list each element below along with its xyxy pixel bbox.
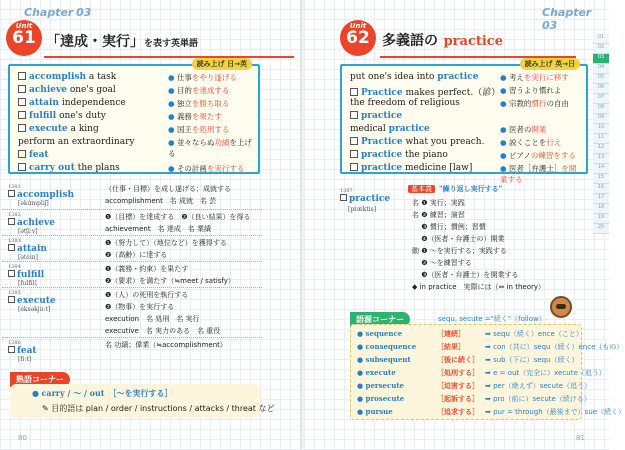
chapter-tab[interactable]: 04: [593, 64, 609, 74]
entry-pronunciation: [fulfíl]: [18, 280, 37, 287]
phrase-jp: [168, 85, 229, 96]
entry-word: attain: [17, 244, 47, 254]
phrase-headword: attain: [29, 98, 59, 108]
entry-definition: ❹（医者・弁護士の）開業: [412, 235, 505, 243]
entry-pronunciation: [fiːt]: [18, 356, 32, 363]
etymology-meaning: ［結果］: [437, 343, 465, 351]
chapter-tab[interactable]: 11: [593, 134, 609, 144]
phrase-jp-post: を上げる: [168, 138, 252, 158]
unit-title-left: 「達成・実行」を表す英単語: [46, 34, 199, 50]
phrase-jp-pre: 習うより慣れよ: [508, 86, 562, 95]
phrase-headword: practice: [361, 150, 403, 160]
etymology-subtitle: sequ, secute ="続く"（follow）: [438, 315, 546, 323]
unit-title-right: 多義語の practice: [382, 33, 503, 49]
etymology-row: [357, 407, 625, 420]
phrase-jp-highlight: を達成する: [191, 86, 230, 95]
checkbox-icon[interactable]: [18, 163, 26, 171]
title-underline-left: [44, 56, 294, 58]
phrase-jp-highlight: を処刑する: [191, 125, 230, 134]
phrase-en: [18, 124, 99, 134]
etymology-row: [357, 355, 578, 368]
phrase-en: [350, 137, 484, 147]
checkbox-icon[interactable]: [8, 244, 15, 251]
phrase-jp-highlight: の練習をする: [530, 151, 576, 160]
etymology-origin: ➡ e = out（完全に）xecute（追う）: [485, 369, 606, 377]
phrase-jp-pre: ピアノ: [508, 151, 531, 160]
chapter-tab[interactable]: 19: [593, 214, 609, 224]
chapter-label-left: Chapter 03: [24, 6, 92, 19]
entry-number: 1383: [8, 238, 21, 244]
chapter-tab[interactable]: 07: [593, 94, 609, 104]
phrase-headword: practice: [361, 111, 403, 121]
phrase-jp: [500, 137, 561, 148]
phrase-box-right: [340, 60, 588, 184]
checkbox-icon[interactable]: [350, 150, 358, 158]
entry-headword: [8, 238, 47, 254]
phrase-rest: perform an extraordinary: [18, 137, 135, 147]
phrase-en: [350, 111, 402, 121]
phrase-en: [350, 72, 478, 82]
etymology-word: ● persecute: [357, 381, 405, 390]
bullet-icon: ●: [500, 138, 509, 147]
chapter-tab[interactable]: 05: [593, 74, 609, 84]
entry-number: 1385: [8, 290, 21, 296]
entry-separator: [2, 209, 262, 210]
entry-definition: 名 功績；偉業（≒accomplishment）: [105, 341, 227, 349]
phrase-jp: [500, 72, 569, 83]
etymology-origin: ➡ pur = through（最後まで）sue（続く）: [485, 408, 625, 416]
phrase-jp-highlight: を開業する: [500, 164, 577, 184]
phrase-jp-highlight: を実行に移す: [523, 73, 569, 82]
etymology-origin: ➡ sub（下に）sequ（続く）: [485, 356, 579, 364]
entry-definition: accomplishment 名 成就 名 芸: [105, 197, 217, 205]
entry-number: 1381: [8, 184, 21, 190]
entry-definition: 名 ❷ 練習；演習: [412, 211, 465, 219]
bullet-icon: ●: [168, 112, 177, 121]
checkbox-icon[interactable]: [350, 163, 358, 171]
phrase-jp: [500, 124, 546, 135]
checkbox-icon[interactable]: [18, 85, 26, 93]
phrase-box-left: [8, 60, 260, 174]
entry-headword: [8, 290, 56, 306]
core-meaning: [408, 184, 502, 194]
phrase-jp-highlight: 慣行: [531, 99, 547, 108]
phrase-jp-pre: 医者の: [508, 125, 532, 134]
etymology-corner-title: 語源コーナー: [350, 312, 410, 327]
phrase-rest: makes perfect.（諺）: [402, 88, 501, 98]
entry-definition: ❸ 慣行；慣例；習慣: [412, 223, 486, 231]
bullet-icon: ●: [500, 99, 509, 108]
etymology-box: [350, 324, 625, 420]
phrase-jp-pre: 並々ならぬ: [176, 138, 215, 147]
phrase-rest: medical: [350, 124, 389, 134]
bullet-icon: ●: [168, 86, 177, 95]
entries-left: [2, 184, 302, 384]
etymology-row: [357, 329, 583, 342]
phrase-row: [18, 163, 254, 179]
core-text: "繰り返し実行する": [439, 184, 503, 193]
phrase-en: [18, 72, 116, 82]
etymology-word: ● consequence: [357, 342, 417, 351]
etymology-word: ● prosecute: [357, 394, 405, 403]
bullet-icon: ●: [168, 99, 177, 108]
phrase-headword-tail: practice: [388, 124, 430, 134]
phrase-en: [18, 98, 126, 108]
read-aloud-tag-left: 読み上げ 日→英: [192, 58, 252, 70]
entry-definition: executive 名 実力のある 名 重役: [105, 327, 221, 335]
entry-separator: [2, 337, 262, 338]
phrase-row: [350, 163, 582, 184]
etymology-meaning: ［連続］: [437, 330, 465, 338]
phrase-en: [350, 88, 500, 98]
entry-definition: execution 名 処刑 名 実行: [105, 315, 200, 323]
entry-pronunciation: [prǽktis]: [348, 206, 377, 213]
page-number-right: 81: [576, 434, 585, 442]
entry-number: 1387: [340, 188, 353, 194]
phrase-jp-highlight: 功績: [214, 138, 230, 147]
entry-definition: ❸（医者・弁護士）を開業する: [412, 271, 519, 279]
entry-pronunciation: [ətʃíːv]: [18, 228, 38, 235]
phrase-rest: put one's idea into: [350, 72, 438, 82]
phrase-jp: [500, 163, 582, 185]
phrase-rest: the freedom of religious: [350, 98, 460, 108]
entry-definition: ❷（高齢）に達する: [105, 251, 168, 259]
entry-definition: ◆ in practice 実際には（⇔ in theory）: [412, 283, 546, 291]
entry-definition: ❷（物事）を実行する: [105, 303, 175, 311]
idiom-note: ✎ 目的語は plan / order / instructions / attacks / threat など: [42, 404, 275, 413]
page-number-left: 80: [18, 434, 27, 442]
etymology-word: ● execute: [357, 368, 396, 377]
phrase-headword-tail: practice: [437, 72, 479, 82]
etymology-origin: ➡ per（絶えず）secute（追う）: [485, 382, 592, 390]
phrase-jp: [168, 163, 244, 174]
checkbox-icon[interactable]: [18, 150, 26, 158]
phrase-jp: [500, 150, 576, 161]
chapter-tab[interactable]: 14: [593, 164, 609, 174]
phrase-headword: execute: [29, 124, 68, 134]
checkbox-icon[interactable]: [18, 98, 26, 106]
entry-pronunciation: [ətéin]: [18, 254, 38, 261]
chapter-tab[interactable]: 02: [593, 44, 609, 54]
checkbox-icon[interactable]: [18, 111, 26, 119]
phrase-headword: Practice: [361, 137, 403, 147]
etymology-origin: ➡ sequ（続く）ence（こと）: [485, 330, 583, 338]
etymology-meaning: ［追求する］: [437, 408, 479, 416]
phrase-jp: [500, 98, 569, 109]
phrase-jp-pre: 説くことを: [508, 138, 547, 147]
chapter-tab[interactable]: 06: [593, 84, 609, 94]
phrase-headword: carry out: [29, 163, 75, 173]
bullet-icon: ●: [500, 151, 509, 160]
pencil-icon: ✎: [42, 404, 49, 413]
idiom-corner-title: 熟語コーナー: [10, 372, 70, 387]
entry-word: fulfill: [17, 270, 45, 280]
chapter-tabs: [593, 34, 609, 234]
phrase-rest: a king: [67, 124, 99, 134]
checkbox-icon[interactable]: [18, 72, 26, 80]
phrase-en: [350, 163, 472, 173]
entry-headword: [8, 264, 44, 280]
chapter-tab[interactable]: 09: [593, 114, 609, 124]
entry-separator: [2, 287, 262, 288]
entry-definition: ❶（人）の死刑を執行する: [105, 291, 189, 299]
chapter-tab[interactable]: 18: [593, 204, 609, 214]
entry-definition: ❶（目標）を達成する ❷（良い結果）を得る: [105, 213, 251, 221]
phrase-jp-pre: 目的: [176, 86, 192, 95]
entry-definition: achievement 名 達成 名 業績: [105, 225, 212, 233]
checkbox-icon[interactable]: [18, 124, 26, 132]
entry-pronunciation: [éksəkjùːt]: [18, 306, 51, 313]
entry-headword: [340, 188, 390, 204]
idiom-corner-box: [10, 384, 275, 418]
phrase-en: [18, 163, 120, 173]
entry-definition: ❶（義務・約束）を果たす: [105, 265, 189, 273]
phrase-rest: independence: [58, 98, 126, 108]
phrase-headword: practice: [361, 163, 403, 173]
entry-headword: [8, 340, 37, 356]
raccoon-mascot-icon: [550, 296, 572, 318]
entry-word: practice: [349, 194, 391, 204]
phrase-headword: feat: [29, 150, 49, 160]
checkbox-icon[interactable]: [8, 346, 15, 353]
phrase-headword: Practice: [361, 88, 403, 98]
etymology-word: ● subsequent: [357, 355, 411, 364]
phrase-jp: [500, 85, 561, 96]
phrase-rest: the plans: [74, 163, 120, 173]
phrase-jp-pre: 医者［弁護士］: [508, 164, 562, 173]
phrase-en: [350, 98, 460, 108]
phrase-jp: [168, 124, 229, 135]
phrase-jp: [168, 98, 229, 109]
entry-headword: [8, 184, 74, 200]
phrase-rest: a task: [86, 72, 117, 82]
phrase-en: [18, 137, 134, 147]
phrase-jp-pre: 考え: [508, 73, 524, 82]
phrase-rest: medicine [law]: [402, 163, 473, 173]
entry-word: achieve: [17, 218, 55, 228]
etymology-meaning: ［処刑する］: [437, 369, 479, 377]
phrase-en: [18, 150, 49, 160]
etymology-row: [357, 381, 591, 394]
entry-word: execute: [17, 296, 56, 306]
phrase-jp: [168, 111, 222, 122]
entry-definition: （仕事・目標）を成し遂げる；成就する: [105, 185, 231, 193]
entry-definition: ❶（努力して）（地位など）を獲得する: [105, 239, 227, 247]
phrase-jp-highlight: を勝ち取る: [191, 99, 230, 108]
etymology-word: ● pursue: [357, 407, 393, 416]
bullet-icon: ●: [500, 164, 509, 173]
bullet-icon: ●: [500, 73, 509, 82]
chapter-tab[interactable]: 17: [593, 194, 609, 204]
entry-definition: 名 ❶ 実行；実践: [412, 199, 465, 207]
chapter-tab[interactable]: 20: [593, 224, 609, 234]
entry-word: accomplish: [17, 190, 75, 200]
etymology-meaning: ［迫害する］: [437, 382, 479, 390]
unit-badge-left: Unit 61: [6, 20, 42, 56]
chapter-label-right: Chapter 03: [542, 6, 592, 32]
read-aloud-tag-right: 読み上げ 英→日: [520, 58, 580, 70]
idiom-phrase: ● carry / ～ / out ［～を実行する］: [32, 388, 173, 398]
etymology-origin: ➡ pro（前に）secute（続ける）: [485, 395, 591, 403]
checkbox-icon[interactable]: [8, 296, 15, 303]
core-label: 基本義: [408, 185, 435, 193]
checkbox-icon[interactable]: [350, 111, 358, 119]
etymology-row: [357, 368, 606, 381]
chapter-tab[interactable]: 12: [593, 144, 609, 154]
entry-number: 1384: [8, 264, 21, 270]
etymology-word: ● sequence: [357, 329, 403, 338]
bullet-icon: ●: [500, 125, 509, 134]
checkbox-icon[interactable]: [350, 88, 358, 96]
entry-number: 1382: [8, 212, 21, 218]
bullet-icon: ●: [168, 164, 177, 173]
entry-separator: [2, 261, 262, 262]
phrase-jp-pre: 義務: [176, 112, 192, 121]
checkbox-icon[interactable]: [8, 218, 15, 225]
phrase-jp-highlight: をやり遂げる: [191, 73, 237, 82]
chapter-tab[interactable]: 08: [593, 104, 609, 114]
etymology-meaning: ［起訴する］: [437, 395, 479, 403]
checkbox-icon[interactable]: [8, 270, 15, 277]
phrase-jp: [168, 72, 237, 83]
left-page: [0, 0, 302, 450]
phrase-jp-pre: 宗教的: [508, 99, 532, 108]
checkbox-icon[interactable]: [350, 137, 358, 145]
bullet-icon: ●: [168, 125, 177, 134]
phrase-jp-pre: 仕事: [176, 73, 192, 82]
chapter-tab[interactable]: 15: [593, 174, 609, 184]
bullet-icon: ●: [168, 73, 177, 82]
etymology-meaning: ［後に続く］: [437, 356, 479, 364]
phrase-jp-pre: 国王: [176, 125, 192, 134]
phrase-headword: achieve: [29, 85, 67, 95]
entry-definition: ❷（要求）を満たす（≒meet / satisfy）: [105, 277, 235, 285]
entry-separator: [2, 235, 262, 236]
bullet-icon: ●: [500, 86, 509, 95]
phrase-jp-highlight: を実行する: [206, 164, 245, 173]
checkbox-icon[interactable]: [8, 190, 15, 197]
phrase-headword: fulfill: [29, 111, 57, 121]
entry-definition: ❷ ～を練習する: [412, 259, 472, 267]
phrase-jp-pre: 独立: [176, 99, 192, 108]
entry-practice: [340, 184, 590, 304]
phrase-jp-pre: その計画: [176, 164, 207, 173]
phrase-en: [18, 111, 106, 121]
idiom-bullet: ●: [32, 388, 39, 398]
bullet-icon: ●: [168, 138, 177, 147]
right-page: [304, 0, 625, 450]
unit-badge-right: Unit 62: [340, 20, 376, 56]
entry-word: feat: [17, 346, 37, 356]
phrase-rest: one's goal: [66, 85, 116, 95]
entry-number: 1386: [8, 340, 21, 346]
phrase-rest: the piano: [402, 150, 448, 160]
etymology-row: [357, 342, 623, 355]
chapter-tab[interactable]: 01: [593, 34, 609, 44]
checkbox-icon[interactable]: [340, 194, 347, 201]
phrase-en: [18, 85, 116, 95]
phrase-jp-post: の自由: [546, 99, 569, 108]
entry-definition: 動 ❶ ～を実行する；実践する: [412, 247, 507, 255]
etymology-row: [357, 394, 591, 407]
phrase-en: [350, 124, 430, 134]
chapter-tab[interactable]: 13: [593, 154, 609, 164]
entry-pronunciation: [əkɑ́mpliʃ]: [18, 200, 49, 207]
phrase-rest: one's duty: [56, 111, 106, 121]
chapter-tab[interactable]: 03: [593, 54, 609, 64]
phrase-jp-highlight: 行え: [546, 138, 562, 147]
phrase-jp-highlight: を果たす: [191, 112, 222, 121]
chapter-tab[interactable]: 10: [593, 124, 609, 134]
chapter-tab[interactable]: 16: [593, 184, 609, 194]
etymology-origin: ➡ con（共に）sequ（続く）ence（もの）: [485, 343, 624, 351]
entry-headword: [8, 212, 55, 228]
phrase-en: [350, 150, 448, 160]
phrase-rest: what you preach.: [402, 137, 485, 147]
phrase-headword: accomplish: [29, 72, 87, 82]
phrase-jp-highlight: 開業: [531, 125, 547, 134]
